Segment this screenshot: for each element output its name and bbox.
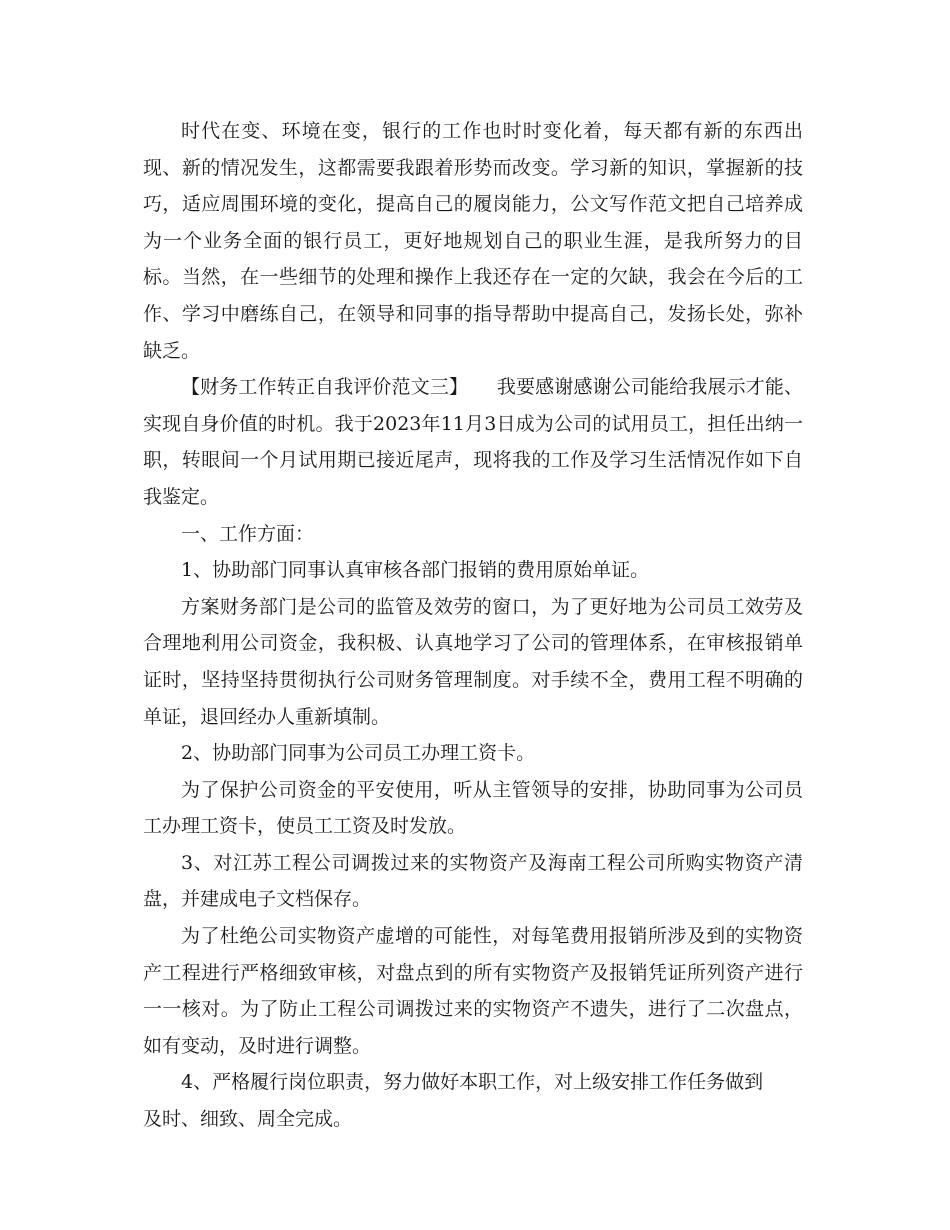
list-item-4-continuation: 及时、细致、周全完成。 bbox=[143, 1108, 353, 1131]
list-item-4-title: 4、严格履行岗位职责，努力做好本职工作，对上级安排工作任务做到 bbox=[181, 1071, 764, 1094]
list-item-1-body: 方案财务部门是公司的监管及效劳的窗口，为了更好地为公司员工效劳及合理地利用公司资金，我积极、认真地学习了公司的管理体系，在审核报销单证时，坚持坚持贯彻执行公司财务管理制度。对手续不全，费用工程不明确的单证，退回经办人重新填制。 bbox=[143, 595, 803, 728]
paragraph-self-evaluation-intro: 【财务工作转正自我评价范文三】 我要感谢感谢公司能给我展示才能、实现自身价值的时机。我于2023年11月3日成为公司的试用员工，担任出纳一职，转眼间一个月试用期已接近尾声，现将我的工作及学习生活情况作如下自我鉴定。 bbox=[143, 376, 803, 508]
list-item-1-title: 1、协助部门同事认真审核各部门报销的费用原始单证。 bbox=[181, 559, 650, 582]
section-heading-work: 一、工作方面： bbox=[181, 522, 315, 545]
paragraph-bank-work-change: 时代在变、环境在变，银行的工作也时时变化着，每天都有新的东西出现、新的情况发生，这都需要我跟着形势而改变。学习新的知识，掌握新的技巧，适应周围环境的变化，提高自己的履岗能力，公文写作范文把自己培养成为一个业务全面的银行员工，更好地规划自己的职业生涯，是我所努力的目标。当然，在一些细节的处理和操作上我还存在一定的欠缺，我会在今后的工作、学习中磨练自己，在领导和同事的指导帮助中提高自己，发扬长处，弥补缺乏。 bbox=[143, 120, 803, 362]
list-item-3-body: 为了杜绝公司实物资产虚增的可能性，对每笔费用报销所涉及到的实物资产工程进行严格细致审核，对盘点到的所有实物资产及报销凭证所列资产进行一一核对。为了防止工程公司调拨过来的实物资产不遗失，进行了二次盘点，如有变动，及时进行调整。 bbox=[143, 925, 803, 1057]
list-item-3-title: 3、对江苏工程公司调拨过来的实物资产及海南工程公司所购实物资产清盘，并建成电子文档保存。 bbox=[143, 851, 803, 911]
list-item-2-body: 为了保护公司资金的平安使用，听从主管领导的安排，协助同事为公司员工办理工资卡，使员工工资及时发放。 bbox=[143, 778, 803, 838]
list-item-2-title: 2、协助部门同事为公司员工办理工资卡。 bbox=[181, 742, 536, 765]
document-body bbox=[143, 113, 803, 1138]
